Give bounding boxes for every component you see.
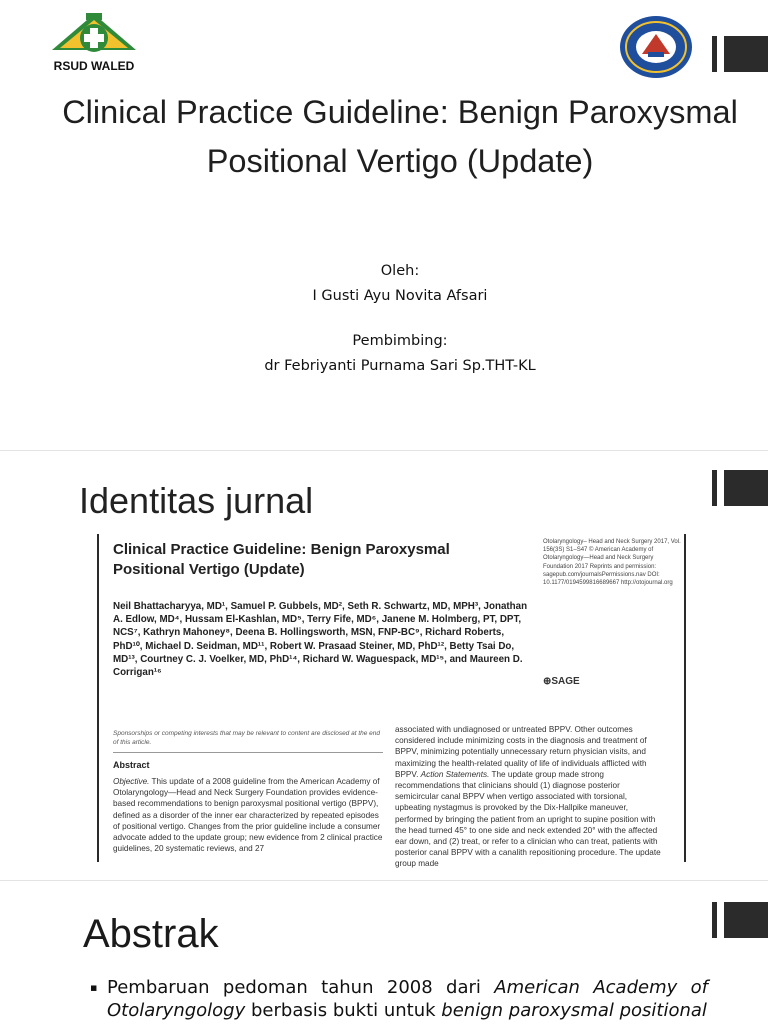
university-emblem	[618, 14, 694, 80]
divider	[113, 752, 383, 753]
publisher-name: SAGE	[551, 676, 580, 687]
corner-bar-decoration	[712, 470, 768, 506]
supervisor-name: dr Febriyanti Purnama Sari Sp.THT-KL	[264, 358, 536, 374]
paper-authors: Neil Bhattacharyya, MD¹, Samuel P. Gubbels, MD², Seth R. Schwartz, MD, MPH³, Jonathan A. Edlow, MD⁴, Hussam El-Kashlan, MD⁵, Terry Fife, MD⁶, Janene M. Holmberg, PT, DPT, NCS⁷, Kathryn Mahoney⁸, Deena B. Hollingsworth, MSN, FNP-BC⁹, Richard Roberts, PhD¹⁰, Michael D. Seidman, MD¹¹, Robert W. Prasaad Steiner, MD, PhD¹², Betty Tsai Do, MD¹³, Courtney C. J. Voelker, MD, PhD¹⁴, Richard W. Waguespack, MD¹⁵, and Maureen D. Corrigan¹⁶	[113, 601, 528, 679]
publisher-logo	[543, 676, 580, 687]
paper-title: Clinical Practice Guideline: Benign Paroxysmal Positional Vertigo (Update)	[113, 541, 450, 578]
title-slide	[0, 0, 768, 440]
bullet-text: Pembaruan pedoman tahun 2008 dari American Academy of Otolaryngology berbasis bukti untuk benign paroxysmal positional	[107, 977, 708, 1021]
slide-title: Identitas jurnal	[79, 480, 314, 521]
bullet-icon: ▪	[90, 981, 98, 994]
abstract-left-column: Objective. This update of a 2008 guideline from the American Academy of Otolaryngology—Head and Neck Surgery Foundation provides evidence-based recommendations to benign paroxysmal positional vertigo (BPPV), defined as a disorder of the inner ear characterized by repeated episodes of positional vertigo. Changes from the prior guideline include a consumer advocate added to the update group; new evidence from 2 clinical practice guidelines, 20 systematic reviews, and 27	[113, 777, 383, 854]
sage-icon: ⊕	[543, 676, 552, 687]
abstract-heading: Abstract	[113, 760, 150, 770]
journal-page-image	[97, 534, 686, 869]
abstract-right-column: associated with undiagnosed or untreated BPPV. Other outcomes considered include minimizing costs in the diagnosis and treatment of BPPV, minimizing potentially unnecessary return physician visits, and maximizing the health-related quality of life of individuals afflicted with BPPV. Action Statements. The update group made strong recommendations that clinicians should (1) diagnose posterior semicircular canal BPPV when vertigo associated with torsional, upbeating nystagmus is provoked by the Dix-Hallpike maneuver, performed by bringing the patient from an upright to supine position with the head turned 45° to one side and neck extended 20° with the affected ear down, and (2) treat, or refer to a clinician who can treat, patients with posterior canal BPPV with a canalith repositioning procedure. The update group made	[395, 725, 661, 869]
bullet-item	[92, 976, 708, 1022]
slide-separator	[0, 880, 768, 881]
slide-title: Clinical Practice Guideline: Benign Paroxysmal Positional Vertigo (Update)	[62, 94, 738, 179]
oleh-label: Oleh:	[380, 263, 420, 279]
slide-separator	[0, 450, 768, 451]
abstract-slide	[0, 890, 768, 1024]
author-name: I Gusti Ayu Novita Afsari	[312, 288, 488, 304]
pembimbing-label: Pembimbing:	[352, 333, 448, 349]
corner-bar-decoration	[712, 902, 768, 938]
corner-bar-decoration	[712, 36, 768, 72]
logo-caption: RSUD WALED	[53, 59, 135, 73]
journal-identity-slide	[0, 462, 768, 872]
sponsor-note: Sponsorships or competing interests that may be relevant to content are disclosed at the end of this article.	[113, 730, 381, 746]
rsud-waled-logo	[46, 10, 142, 76]
journal-meta: Otolaryngology– Head and Neck Surgery 2017, Vol. 156(3S) S1–S47 © American Academy of Otolaryngology—Head and Neck Surgery Foundation 2017 Reprints and permission: sagepub.com/journalsPermissions.nav DOI: 10.1177/0194599816689667 http://otojournal.org	[543, 539, 681, 587]
slide-title: Abstrak	[83, 912, 219, 956]
